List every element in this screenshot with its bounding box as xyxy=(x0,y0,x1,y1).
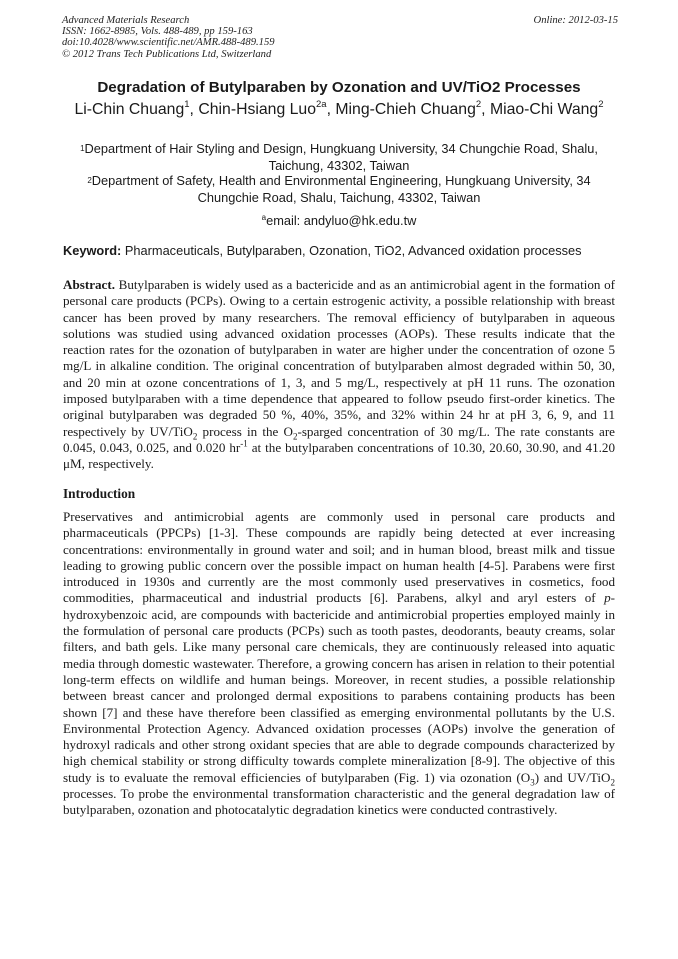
issn-line: ISSN: 1662-8985, Vols. 488-489, pp 159-163 xyxy=(62,26,253,38)
paper-title: Degradation of Butylparaben by Ozonation and UV/TiO2 Processes xyxy=(97,79,581,96)
corresponding-email: $^a$email: andyluo@hk.edu.tw xyxy=(261,213,417,228)
journal-header xyxy=(62,15,618,60)
author: Miao-Chi Wang$^2$ xyxy=(489,99,604,118)
keywords xyxy=(63,243,619,258)
copyright-line: © 2012 Trans Tech Publications Ltd, Switzerland xyxy=(62,48,272,60)
introduction-body: Preservatives and antimicrobial agents are commonly used in personal care products and pharmaceuticals (PPCPs) [1-3]. These compounds are rapidly being detected at ever increasing concentrations: environmentally in ground water and soil; and in human blood, breast milk and tissue leading to growing public concern over the possible impact on human health [4-5]. Parabens were first introduced in 1930s and currently are the most commonly used preservatives in cosmetics, food commodities, pharmaceutical and industrial products [6]. Parabens, alkyl and aryl esters of p-hydroxybenzoic acid, are compounds with bactericide and antimicrobial properties employed mainly in the formulation of personal care products (PCPs) such as tooth pastes, deodorants, beauty creams, solar filters, and bath gels. Like many personal care chemicals, they are continuously released into aquatic media through domestic wastewater. Therefore, a growing concern has arisen in relation to their potential long-term effects on wildlife and human beings. Moreover, in recent studies, a possible relationship between breast cancer and prolonged dermal expositions to parabens containing products has been shown [7] and these have therefore been classified as emerging environmental pollutants by the U.S. Environmental Protection Agency. Advanced oxidation processes (AOPs) involve the generation of hydroxyl radicals and other strong oxidant species that are able to degrade compounds characterized by high chemical stability or strong difficulty towards complete mineralization [8-9]. The objective of this study is to evaluate the removal efficiencies of butylparaben (Fig. 1) via ozonation $(O_3)$ and UV/TiO$_2$ processes. To probe the environmental transformation characteristic and the general degradation law of butylparaben, ozonation and photocatalytic degradation kinetics were conducted contrastively. xyxy=(63,509,616,818)
keyword-label: Keyword: xyxy=(63,243,122,258)
journal-name: Advanced Materials Research xyxy=(62,15,190,26)
section-heading: Introduction xyxy=(63,486,136,501)
affiliation: $^2$Department of Safety, Health and Environmental Engineering, Hungkuang University, 34 Chungchie Road, Shalu, Taichung, 43302, Taiwan xyxy=(87,173,591,205)
keyword-text: Pharmaceuticals, Butylparaben, Ozonation, TiO2, Advanced oxidation processes xyxy=(124,243,582,258)
author: Li-Chin Chuang$^1$, xyxy=(74,99,199,118)
author-list xyxy=(30,101,648,119)
author: Chin-Hsiang Luo$^{2a}$, xyxy=(198,99,336,118)
abstract-label: Abstract. xyxy=(63,277,115,292)
doi-line: doi:10.4028/www.scientific.net/AMR.488-489.159 xyxy=(62,37,275,49)
affiliation: $^1$Department of Hair Styling and Design, Hungkuang University, 34 Chungchie Road, Shalu, Taichung, 43302, Taiwan xyxy=(80,141,598,173)
author: Ming-Chieh Chuang$^2$, xyxy=(335,99,490,118)
online-date: Online: 2012-03-15 xyxy=(533,15,618,26)
abstract: Abstract. Butylparaben is widely used as a bactericide and as an antimicrobial agent in the formation of personal care products (PCPs). Owing to a certain estrogenic activity, a possible relationship with breast cancer has been proved by many researchers. The removal efficiency of butylparaben in aqueous solutions was studied using advanced oxidation processes (AOPs). These results indicate that the reaction rates for the ozonation of butylparaben in water are higher under the concentration of ozone 5 mg/L in alkaline condition. The original concentration of butylparaben almost degraded within 50, 30, and 20 min at ozone concentrations of 1, 3, and 5 mg/L, respectively at pH 11 runs. The ozonation imposed butylparaben with a time dependence that appeared to follow pseudo first-order kinetics. The original butylparaben was degraded 50 %, 40%, 35%, and 32% within 24 hr at pH 3, 6, 9, and 11 respectively by UV/TiO$_2$ process in the $O_2$-sparged concentration of 30 mg/L. The rate constants are 0.045, 0.043, 0.025, and 0.020 $hr^{-1}$ at the butylparaben concentrations of 10.30, 20.60, 30.90, and 41.20 μM, respectively. xyxy=(63,277,615,472)
